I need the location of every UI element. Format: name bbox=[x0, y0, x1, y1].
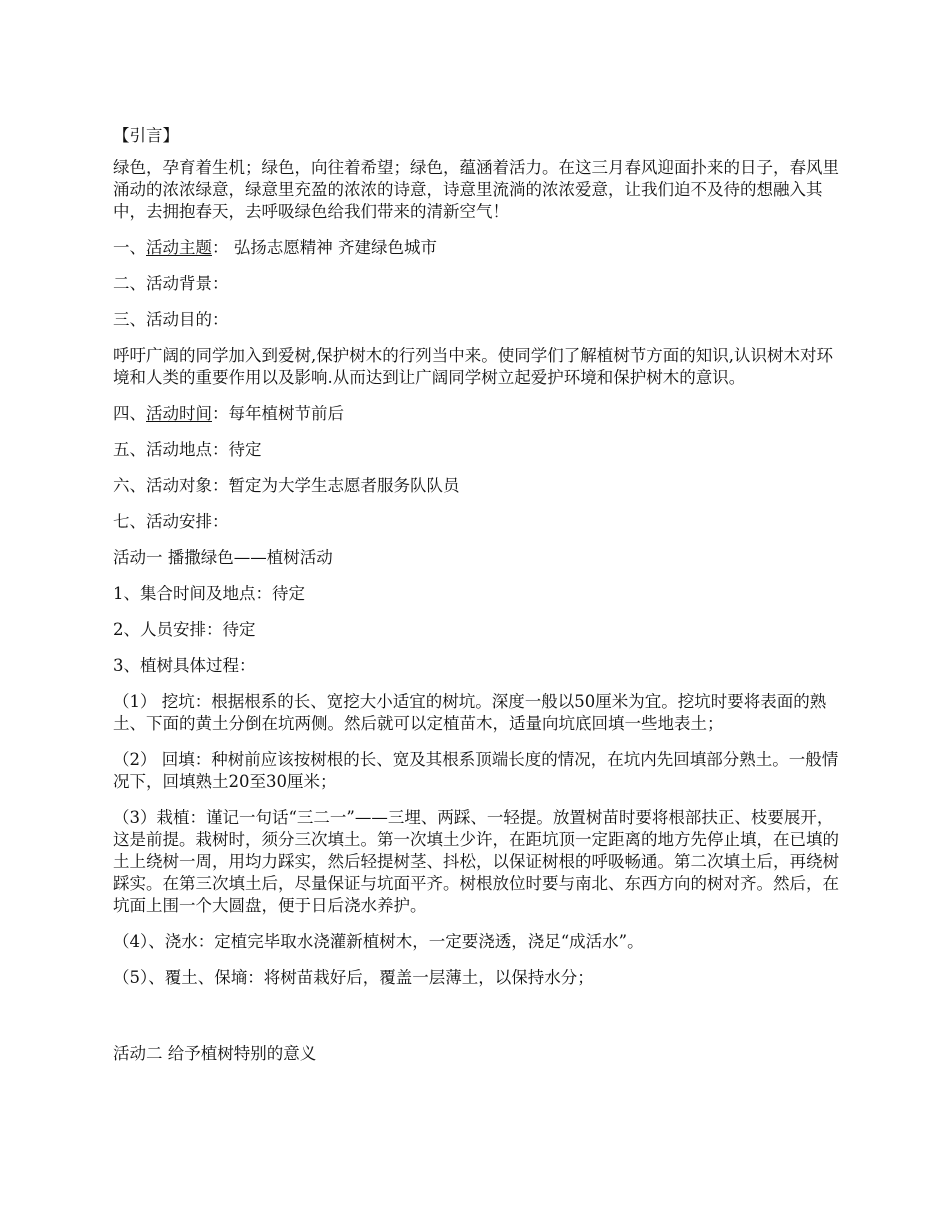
section-arrangement: 七、活动安排： bbox=[113, 512, 229, 531]
section-purpose: 三、活动目的： bbox=[113, 310, 229, 329]
activity-one-item-1: 1、集合时间及地点：待定 bbox=[113, 584, 305, 603]
planting-step-3: （3）栽植：谨记一句话“三二一”——三埋、两踩、一轻提。放置树苗时要将根部扶正、枝要展开，这是前提。栽树时，须分三次填土。第一次填土少许，在距坑顶一定距离的地方先停止填，在已填的土上绕树一周，用均力踩实，然后轻提树茎、抖松，以保证树根的呼吸畅通。第二次填土后，再绕树踩实。在第三次填土后，尽量保证与坑面平齐。树根放位时要与南北、东西方向的树对齐。然后，在坑面上围一个大圆盘，便于日后浇水养护。 bbox=[113, 808, 839, 915]
section-background: 二、活动背景： bbox=[113, 274, 229, 293]
section-theme-prefix: 一、 bbox=[113, 238, 146, 257]
document-page bbox=[113, 125, 843, 1079]
section-time-label: 活动时间 bbox=[146, 404, 212, 423]
section-theme bbox=[113, 237, 843, 259]
section-location: 五、活动地点：待定 bbox=[113, 440, 262, 459]
section-time bbox=[113, 403, 843, 425]
planting-step-4: （4）、浇水：定植完毕取水浇灌新植树木，一定要浇透，浇足“成活水”。 bbox=[113, 932, 644, 951]
activity-two-title: 活动二 给予植树特别的意义 bbox=[113, 1044, 317, 1063]
intro-paragraph: 绿色，孕育着生机；绿色，向往着希望；绿色，蕴涵着活力。在这三月春风迎面扑来的日子，春风里涌动的浓浓绿意，绿意里充盈的浓浓的诗意，诗意里流淌的浓浓爱意，让我们迫不及待的想融入其中，去拥抱春天，去呼吸绿色给我们带来的清新空气！ bbox=[113, 158, 839, 221]
activity-one-item-3: 3、植树具体过程： bbox=[113, 656, 256, 675]
section-theme-value: ： 弘扬志愿精神 齐建绿色城市 bbox=[212, 238, 437, 257]
activity-one-title: 活动一 播撒绿色——植树活动 bbox=[113, 548, 333, 567]
planting-step-1: （1） 挖坑：根据根系的长、宽挖大小适宜的树坑。深度一般以50厘米为宜。挖坑时要将表面的熟土、下面的黄土分倒在坑两侧。然后就可以定植苗木，适量向坑底回填一些地表土； bbox=[113, 692, 827, 733]
activity-one-item-2: 2、人员安排：待定 bbox=[113, 620, 256, 639]
section-time-value: ：每年植树节前后 bbox=[212, 404, 344, 423]
section-time-prefix: 四、 bbox=[113, 404, 146, 423]
planting-step-2: （2） 回填：种树前应该按树根的长、宽及其根系顶端长度的情况，在坑内先回填部分熟土。一般情况下，回填熟土20至30厘米； bbox=[113, 750, 839, 791]
section-theme-label: 活动主题 bbox=[146, 238, 212, 257]
planting-step-5: （5）、覆土、保墒：将树苗栽好后，覆盖一层薄土，以保持水分； bbox=[113, 968, 594, 987]
intro-heading: 【引言】 bbox=[113, 126, 179, 145]
section-audience: 六、活动对象：暂定为大学生志愿者服务队队员 bbox=[113, 476, 460, 495]
purpose-paragraph: 呼吁广阔的同学加入到爱树,保护树木的行列当中来。使同学们了解植树节方面的知识,认识树木对环境和人类的重要作用以及影响.从而达到让广阔同学树立起爱护环境和保护树木的意识。 bbox=[113, 346, 833, 387]
